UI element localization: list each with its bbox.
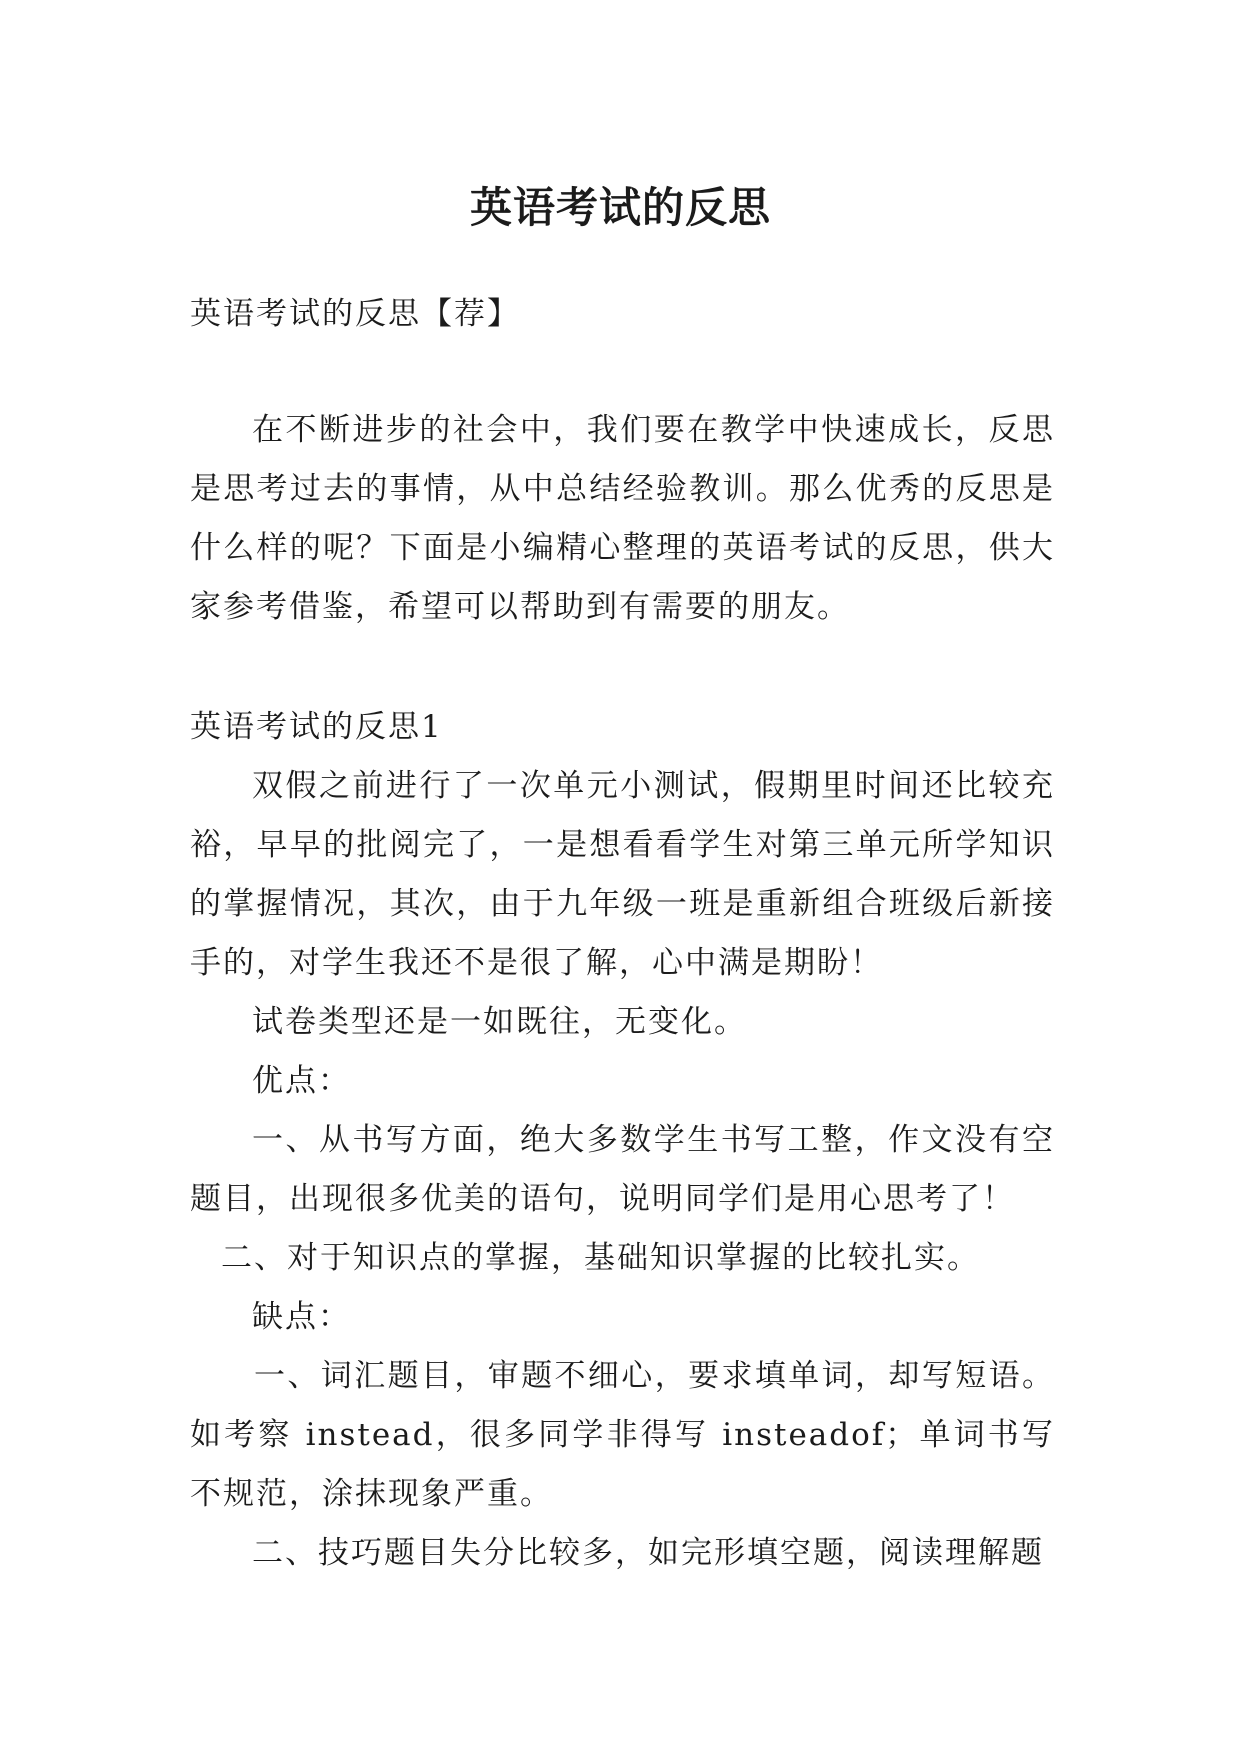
body-paragraph: 一、词汇题目，审题不细心，要求填单词，却写短语。如考察 instead，很多同学非得写 insteadof；单词书写不规范，涂抹现象严重。: [190, 1358, 1055, 1512]
body-paragraph: 二、对于知识点的掌握，基础知识掌握的比较扎实。: [221, 1240, 980, 1276]
body-paragraph: 双假之前进行了一次单元小测试，假期里时间还比较充裕，早早的批阅完了，一是想看看学生对第三单元所学知识的掌握情况，其次，由于九年级一班是重新组合班级后新接手的，对学生我还不是很了解，心中满是期盼！: [190, 768, 1055, 981]
intro-paragraph: 在不断进步的社会中，我们要在教学中快速成长，反思是思考过去的事情，从中总结经验教训。那么优秀的反思是什么样的呢？下面是小编精心整理的英语考试的反思，供大家参考借鉴，希望可以帮助到有需要的朋友。: [190, 412, 1055, 625]
weaknesses-heading: 缺点：: [252, 1299, 351, 1335]
body-paragraph: 二、技巧题目失分比较多，如完形填空题，阅读理解题: [252, 1535, 1044, 1571]
body-paragraph: 试卷类型还是一如既往，无变化。: [252, 1004, 747, 1040]
document-title: 英语考试的反思: [469, 183, 771, 233]
document-subtitle: 英语考试的反思【荐】: [190, 296, 520, 332]
body-paragraph: 一、从书写方面，绝大多数学生书写工整，作文没有空题目，出现很多优美的语句，说明同学们是用心思考了！: [190, 1122, 1055, 1217]
document-body: [190, 285, 1055, 1583]
section-heading: 英语考试的反思1: [190, 709, 443, 745]
strengths-heading: 优点：: [252, 1063, 351, 1099]
